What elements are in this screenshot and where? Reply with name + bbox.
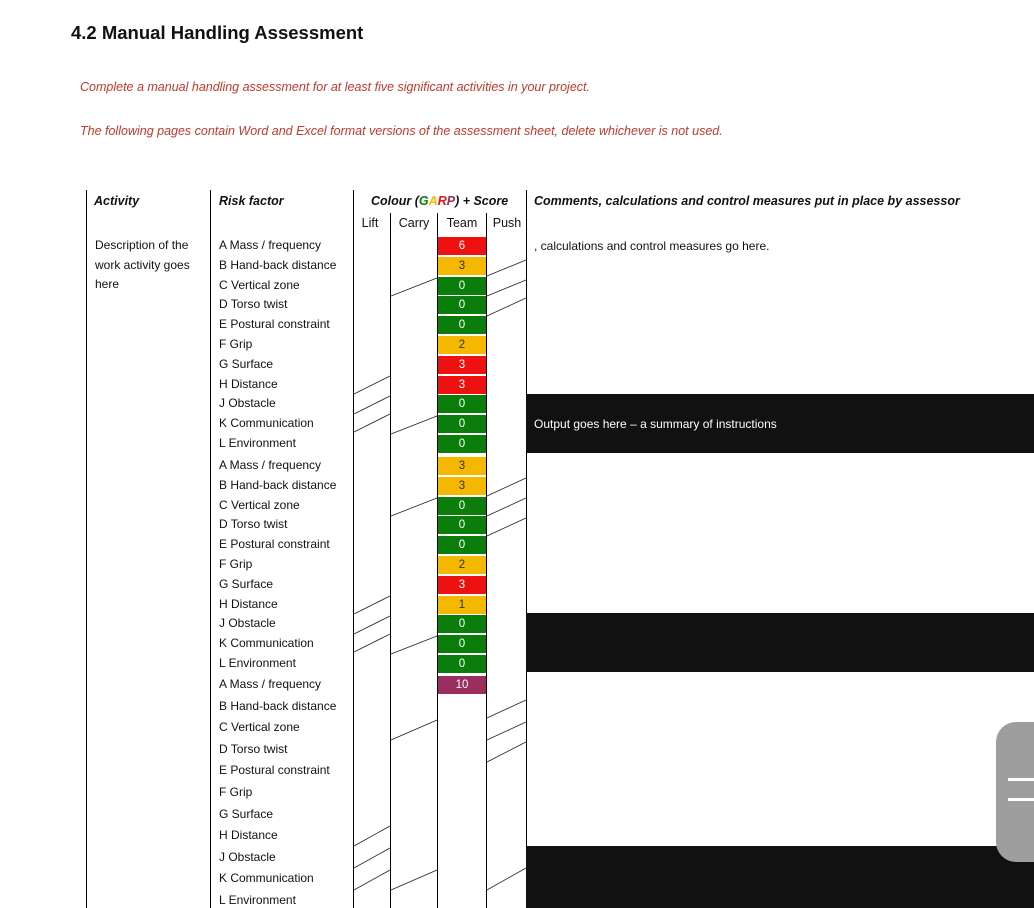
- strike-line: [391, 498, 437, 516]
- strike-line: [391, 278, 437, 296]
- score-cell: 0: [438, 435, 486, 453]
- risk-factor-label: L Environment: [219, 436, 296, 450]
- risk-factor-label: L Environment: [219, 656, 296, 670]
- score-cell: 0: [438, 516, 486, 534]
- score-cell: 0: [438, 655, 486, 673]
- score-cell: 0: [438, 277, 486, 295]
- comments-text: , calculations and control measures go here.: [534, 239, 770, 253]
- strike-line: [354, 396, 390, 414]
- risk-factor-label: G Surface: [219, 576, 274, 591]
- garp-g: G: [418, 194, 429, 208]
- strike-line: [487, 298, 526, 316]
- strike-line: [487, 260, 526, 276]
- score-cell: 0: [438, 635, 486, 653]
- floating-menu-handle[interactable]: [996, 722, 1034, 862]
- strike-line: [391, 870, 437, 890]
- menu-icon-bar: [1008, 778, 1034, 781]
- instruction-1: Complete a manual handling assessment for at least five significant activities in your project.: [80, 80, 590, 94]
- risk-factor-label: B Hand-back distance: [219, 477, 337, 492]
- strike-line: [354, 596, 390, 614]
- score-cell: 2: [438, 556, 486, 574]
- score-cell: 0: [438, 395, 486, 413]
- risk-factor-label: A Mass / frequency: [219, 458, 322, 472]
- risk-factor-label: B Hand-back distance: [219, 698, 337, 713]
- garp-r: R: [437, 194, 447, 208]
- strike-line: [391, 416, 437, 434]
- risk-factor-label: H Distance: [219, 828, 278, 843]
- output-band-3: [526, 846, 1034, 908]
- risk-factor-label: K Communication: [219, 871, 314, 886]
- risk-factor-label: K Communication: [219, 416, 314, 431]
- strike-line: [354, 826, 390, 846]
- score-cell: 0: [438, 615, 486, 633]
- risk-factor-label: J Obstacle: [219, 616, 276, 631]
- activity-description: Description of the work activity goes here: [95, 238, 190, 291]
- strike-line: [354, 414, 390, 432]
- subheader-team: Team: [446, 216, 478, 230]
- page-title: 4.2 Manual Handling Assessment: [71, 22, 364, 43]
- strike-line: [354, 848, 390, 868]
- risk-factor-label: H Distance: [219, 596, 278, 611]
- strike-line: [487, 722, 526, 740]
- risk-factor-label: C Vertical zone: [219, 277, 300, 292]
- risk-factor-label: J Obstacle: [219, 849, 276, 864]
- risk-factor-label: H Distance: [219, 376, 278, 391]
- strike-line: [354, 376, 390, 394]
- strike-line: [354, 870, 390, 890]
- score-cell: 3: [438, 376, 486, 394]
- score-cell: 3: [438, 576, 486, 594]
- risk-factor-label: F Grip: [219, 337, 253, 351]
- output-band-2: [526, 613, 1034, 672]
- risk-factor-label: G Surface: [219, 356, 274, 371]
- score-cell: 0: [438, 316, 486, 334]
- output-text: Output goes here – a summary of instructions: [534, 417, 777, 431]
- score-cell: 3: [438, 257, 486, 275]
- garp-p: P: [446, 194, 456, 208]
- score-cell: 2: [438, 336, 486, 354]
- risk-factor-label: E Postural constraint: [219, 537, 330, 552]
- risk-factor-label: L Environment: [219, 893, 296, 907]
- strike-line: [354, 616, 390, 634]
- risk-factor-label: A Mass / frequency: [219, 677, 322, 691]
- subheader-carry: Carry: [398, 216, 430, 230]
- strike-line: [487, 280, 526, 296]
- header-comments: Comments, calculations and control measures put in place by assessor: [534, 194, 960, 208]
- strike-line: [391, 636, 437, 654]
- risk-factor-label: E Postural constraint: [219, 763, 330, 778]
- strike-line: [391, 720, 437, 740]
- risk-factor-label: D Torso twist: [219, 517, 288, 532]
- strike-line: [354, 634, 390, 652]
- risk-factor-label: D Torso twist: [219, 741, 288, 756]
- risk-factor-label: F Grip: [219, 785, 253, 799]
- risk-factor-label: J Obstacle: [219, 396, 276, 411]
- score-cell: 3: [438, 457, 486, 475]
- strike-line: [487, 868, 526, 890]
- risk-factor-label: K Communication: [219, 636, 314, 651]
- score-cell: 0: [438, 536, 486, 554]
- header-risk-factor: Risk factor: [219, 194, 284, 208]
- risk-factor-label: F Grip: [219, 557, 253, 571]
- risk-factor-label: A Mass / frequency: [219, 238, 322, 252]
- subheader-push: Push: [492, 216, 522, 230]
- subheader-lift: Lift: [361, 216, 379, 230]
- risk-factor-label: G Surface: [219, 806, 274, 821]
- header-colour-score: Colour (GARP) + Score: [371, 194, 509, 208]
- score-cell: 3: [438, 356, 486, 374]
- score-cell: 1: [438, 596, 486, 614]
- strike-line: [487, 700, 526, 718]
- garp-a: A: [428, 194, 438, 208]
- score-cell: 0: [438, 296, 486, 314]
- risk-factor-label: C Vertical zone: [219, 720, 300, 735]
- instruction-2: The following pages contain Word and Excel format versions of the assessment sheet, delete whichever is not used.: [80, 124, 723, 138]
- strike-line: [487, 478, 526, 496]
- risk-factor-label: E Postural constraint: [219, 317, 330, 332]
- risk-factor-label: B Hand-back distance: [219, 257, 337, 272]
- score-cell: 3: [438, 477, 486, 495]
- header-activity: Activity: [94, 194, 140, 208]
- strike-line: [487, 498, 526, 516]
- risk-factor-label: C Vertical zone: [219, 497, 300, 512]
- score-cell: 6: [438, 237, 486, 255]
- score-cell: 10: [438, 676, 486, 694]
- score-cell: 0: [438, 497, 486, 515]
- risk-factor-label: D Torso twist: [219, 297, 288, 312]
- score-cell: 0: [438, 415, 486, 433]
- menu-icon-bar: [1008, 798, 1034, 801]
- strike-line: [487, 742, 526, 762]
- strike-line: [487, 518, 526, 536]
